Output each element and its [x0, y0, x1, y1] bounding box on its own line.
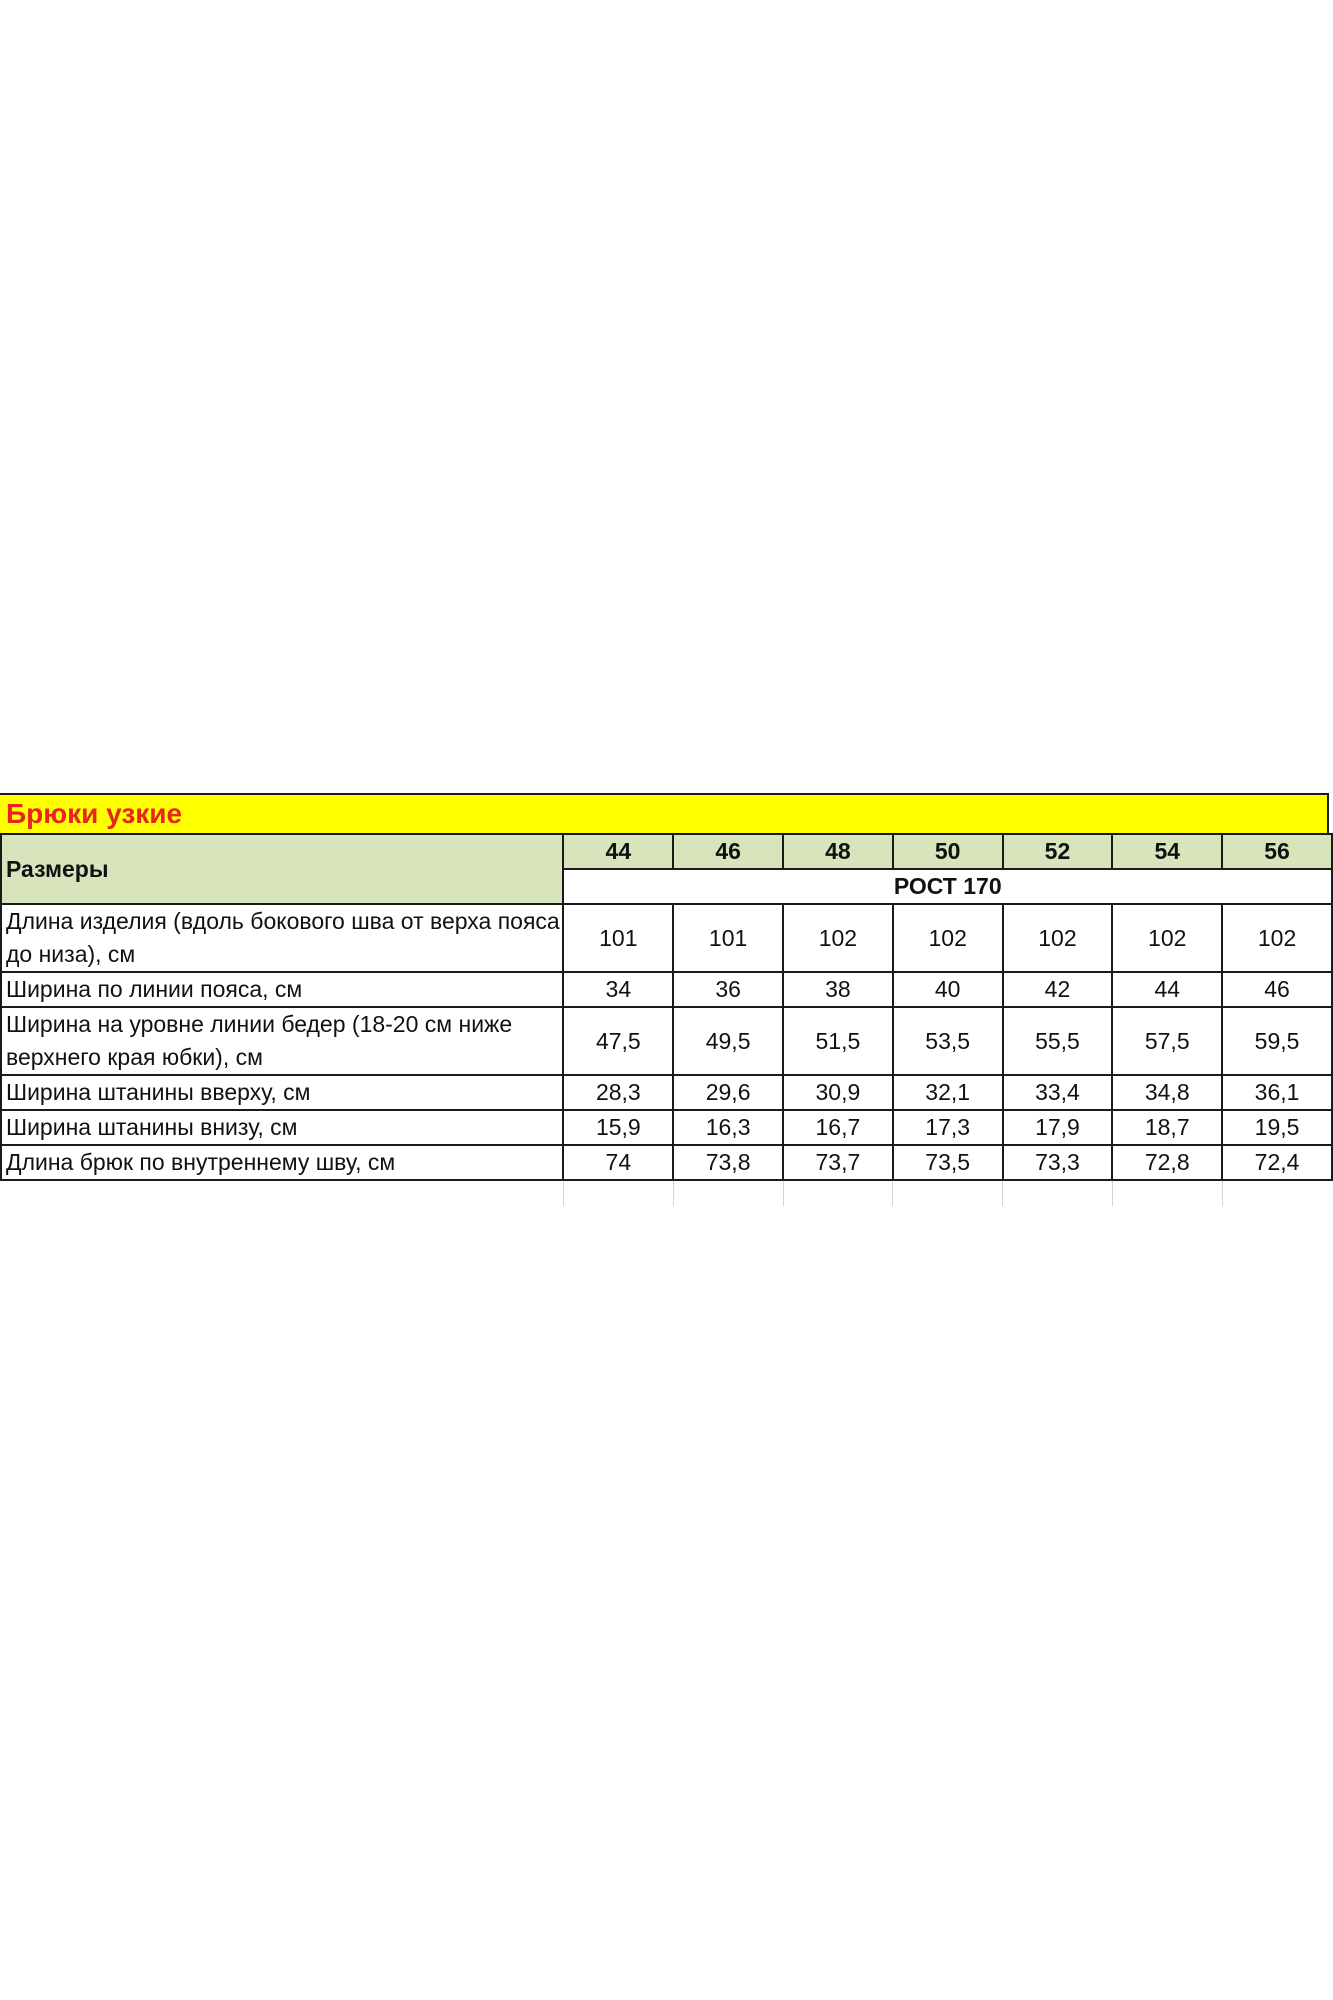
table-cell: 42: [1003, 972, 1113, 1007]
row-label: Длина изделия (вдоль бокового шва от верха пояса до низа), см: [1, 904, 563, 972]
table-cell: 102: [1003, 904, 1113, 972]
table-cell: 17,3: [893, 1110, 1003, 1145]
table-cell: 73,7: [783, 1145, 893, 1180]
size-header-cell: 56: [1222, 834, 1332, 869]
table-cell: 32,1: [893, 1075, 1003, 1110]
height-label: РОСТ 170: [563, 869, 1332, 904]
size-header-cell: 44: [563, 834, 673, 869]
row-label: Длина брюк по внутреннему шву, см: [1, 1145, 563, 1180]
table-row: [1, 1007, 1332, 1075]
table-cell: 73,5: [893, 1145, 1003, 1180]
table-cell: 57,5: [1112, 1007, 1222, 1075]
table-cell: 51,5: [783, 1007, 893, 1075]
table-row: [1, 1110, 1332, 1145]
empty-trailing-row: [1, 1180, 1332, 1206]
table-cell: 16,7: [783, 1110, 893, 1145]
table-cell: 102: [1112, 904, 1222, 972]
table-row: [1, 1145, 1332, 1180]
empty-cell: [1003, 1180, 1113, 1206]
row-label: Ширина штанины внизу, см: [1, 1110, 563, 1145]
table-cell: 53,5: [893, 1007, 1003, 1075]
empty-cell: [1, 1180, 563, 1206]
table-cell: 72,4: [1222, 1145, 1332, 1180]
table-cell: 33,4: [1003, 1075, 1113, 1110]
table-cell: 36: [673, 972, 783, 1007]
empty-cell: [1112, 1180, 1222, 1206]
table-cell: 34: [563, 972, 673, 1007]
row-label: Ширина по линии пояса, см: [1, 972, 563, 1007]
chart-title: Брюки узкие: [6, 798, 183, 829]
table-cell: 102: [783, 904, 893, 972]
empty-cell: [563, 1180, 673, 1206]
table-cell: 72,8: [1112, 1145, 1222, 1180]
table-cell: 16,3: [673, 1110, 783, 1145]
empty-cell: [783, 1180, 893, 1206]
sizes-label: Размеры: [6, 855, 109, 882]
table-cell: 59,5: [1222, 1007, 1332, 1075]
table-cell: 44: [1112, 972, 1222, 1007]
table-cell: 74: [563, 1145, 673, 1180]
table-cell: 34,8: [1112, 1075, 1222, 1110]
table-cell: 19,5: [1222, 1110, 1332, 1145]
table-cell: 18,7: [1112, 1110, 1222, 1145]
table-cell: 101: [673, 904, 783, 972]
table-cell: 102: [893, 904, 1003, 972]
sizes-label-cell: [1, 834, 563, 904]
size-header-cell: 48: [783, 834, 893, 869]
title-bar: [0, 793, 1329, 833]
table-cell: 49,5: [673, 1007, 783, 1075]
size-header-cell: 54: [1112, 834, 1222, 869]
table-row: [1, 1075, 1332, 1110]
table-cell: 38: [783, 972, 893, 1007]
size-header-cell: 52: [1003, 834, 1113, 869]
table-cell: 17,9: [1003, 1110, 1113, 1145]
size-table: [0, 833, 1333, 1206]
table-cell: 47,5: [563, 1007, 673, 1075]
table-row: [1, 904, 1332, 972]
size-header-cell: 50: [893, 834, 1003, 869]
table-cell: 30,9: [783, 1075, 893, 1110]
table-cell: 55,5: [1003, 1007, 1113, 1075]
table-cell: 46: [1222, 972, 1332, 1007]
table-cell: 73,8: [673, 1145, 783, 1180]
sizes-header-row: [1, 834, 1332, 869]
table-cell: 36,1: [1222, 1075, 1332, 1110]
table-cell: 28,3: [563, 1075, 673, 1110]
table-cell: 29,6: [673, 1075, 783, 1110]
table-cell: 40: [893, 972, 1003, 1007]
empty-cell: [1222, 1180, 1332, 1206]
table-row: [1, 972, 1332, 1007]
table-cell: 102: [1222, 904, 1332, 972]
empty-cell: [893, 1180, 1003, 1206]
row-label: Ширина штанины вверху, см: [1, 1075, 563, 1110]
table-cell: 15,9: [563, 1110, 673, 1145]
table-cell: 73,3: [1003, 1145, 1113, 1180]
empty-cell: [673, 1180, 783, 1206]
row-label: Ширина на уровне линии бедер (18-20 см ниже верхнего края юбки), см: [1, 1007, 563, 1075]
table-cell: 101: [563, 904, 673, 972]
size-header-cell: 46: [673, 834, 783, 869]
